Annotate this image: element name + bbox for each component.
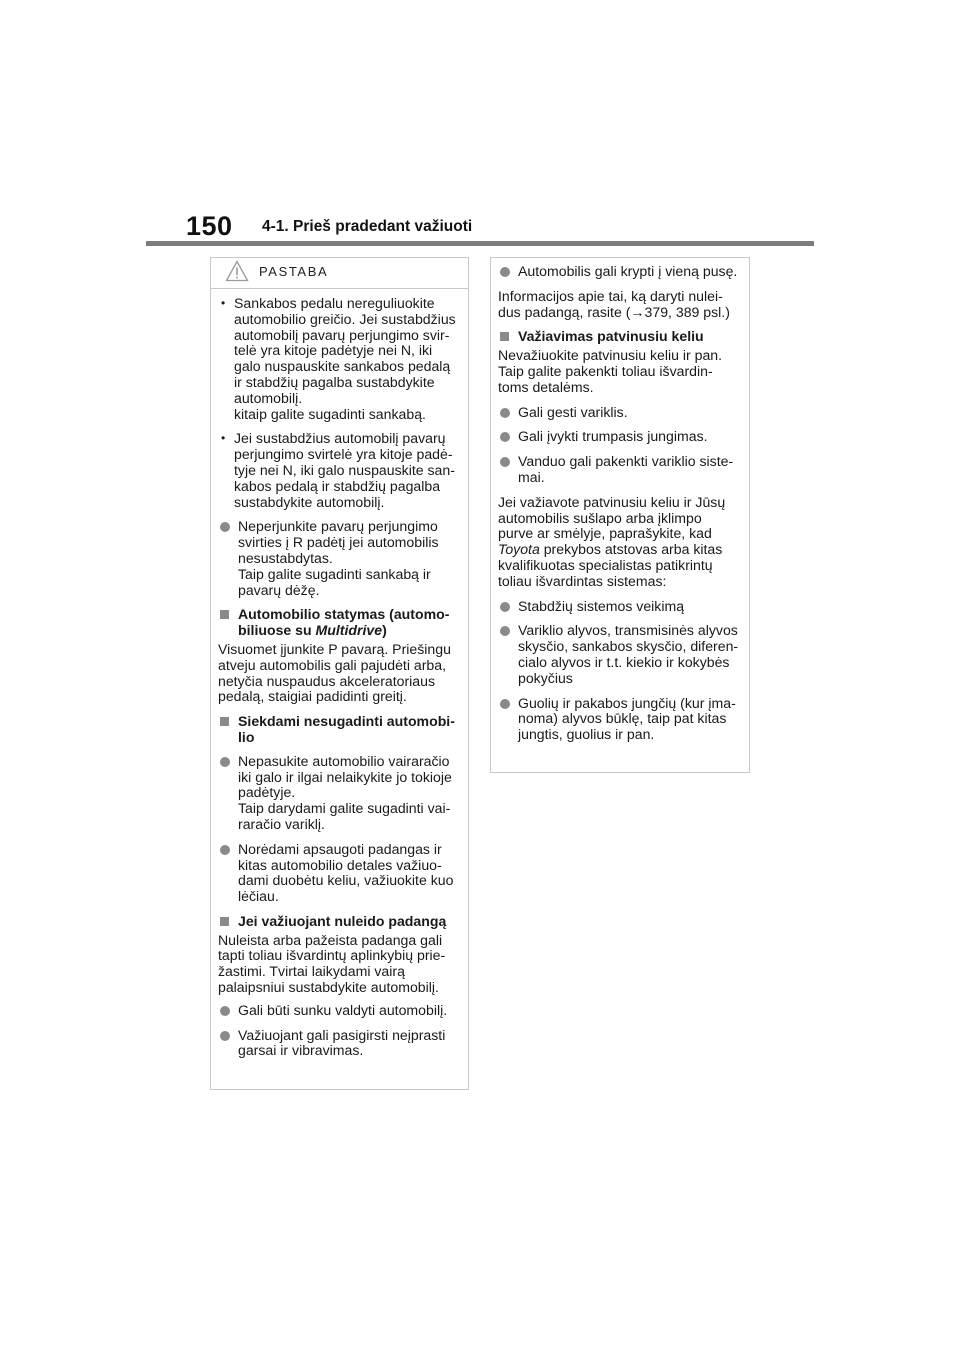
text-line: ir stabdžių pagalba sustabdykite (234, 373, 435, 390)
bullet-square (220, 717, 229, 726)
bullet-circle (500, 408, 510, 418)
bullet-circle (220, 845, 230, 855)
bullet-dot: • (221, 431, 226, 446)
notice-body-left (211, 289, 468, 1059)
text-line: mai. (518, 468, 545, 485)
list-item (218, 519, 463, 598)
text-run: dus padangą, rasite ( (498, 303, 631, 320)
text-line: Taip darydami galite sugadinti vai- (238, 800, 451, 817)
notice-body-right (491, 258, 749, 743)
paragraph (498, 495, 744, 590)
bullet-circle (500, 457, 510, 467)
list-item (498, 429, 744, 445)
text-line: Norėdami apsaugoti padangas ir (238, 840, 442, 857)
paragraph (498, 289, 744, 321)
page-reference: 379, 389 psl.) (644, 303, 730, 320)
text-line: atveju automobilis gali pajudėti arba, (218, 656, 446, 673)
list-item (218, 1028, 463, 1060)
bullet-dot: • (221, 296, 226, 310)
text-line: toliau išvardintas sistemas: (498, 572, 667, 589)
text-line: lio (238, 728, 255, 745)
paragraph (218, 642, 463, 705)
section-title: 4-1. Prieš pradedant važiuoti (262, 218, 473, 235)
bullet-circle (220, 1031, 230, 1041)
text-line: kitas automobilio detales važiuo- (238, 856, 442, 873)
text-line: Automobilio statymas (automo- (238, 606, 450, 623)
text-line: Taip galite sugadinti sankabą ir (238, 565, 431, 582)
text-run: biliuose su (238, 622, 316, 639)
text-line: tyje nei N, iki galo nuspauskite san- (234, 461, 455, 478)
arrow-icon: → (630, 303, 645, 320)
bullet-circle (500, 699, 510, 709)
list-item (498, 696, 744, 743)
text-line: svirties į R padėtį jei automobilis (238, 534, 439, 551)
list-item (498, 599, 744, 615)
subheading (218, 914, 463, 930)
text-line: nesustabdytas. (238, 549, 333, 566)
text-line: kitaip galite sugadinti sankabą. (234, 405, 426, 422)
text-line: Jei sustabdžius automobilį pavarų (234, 430, 446, 447)
list-item (218, 842, 463, 905)
text-line: noma) alyvos būklę, taip pat kitas (518, 710, 727, 727)
text-line: kabos pedalą ir stabdžių pagalba (234, 477, 441, 494)
text-line: raračio variklį. (238, 815, 325, 832)
text-line: purve ar smėlyje, paprašykite, kad (498, 525, 712, 542)
paragraph (218, 933, 463, 996)
text-line: Nuleista arba pažeista padanga gali (218, 931, 443, 948)
bullet-square (220, 917, 229, 926)
text-run: ) (382, 622, 387, 639)
text-line: Jei važiavote patvinusiu keliu ir Jūsų (498, 493, 726, 510)
text-line: skysčio, sankabos skysčio, diferen- (518, 638, 739, 655)
text-line: tapti toliau išvardintų aplinkybių prie- (218, 947, 446, 964)
page-header (0, 0, 960, 250)
text-run: prekybos atstovas arba kitas (539, 541, 723, 558)
bullet-circle (500, 626, 510, 636)
bullet-circle (220, 522, 230, 532)
notice-header (211, 258, 468, 289)
list-item (498, 405, 744, 421)
text-line: sustabdykite automobilį. (234, 493, 385, 510)
warning-triangle-icon (225, 260, 249, 282)
text-line: toms detalėms. (498, 378, 594, 395)
text-line: pedalą, staigiai padidinti greitį. (218, 688, 407, 705)
notice-label: PASTABA (259, 264, 329, 279)
text-line: kvalifikuotas specialistas patikrintų (498, 556, 713, 573)
text-line: Variklio alyvos, transmisinės alyvos (518, 622, 738, 639)
text-line: Jei važiuojant nuleido padangą (238, 912, 447, 929)
text-line: automobilį. (234, 389, 303, 406)
bullet-circle (220, 757, 230, 767)
notice-box-left (210, 257, 469, 1090)
text-line: galo nuspauskite sankabos pedalą (234, 358, 451, 375)
header-rule (146, 241, 814, 246)
list-item (218, 431, 463, 510)
text-line: pavarų dėžę. (238, 581, 320, 598)
text-line: Gali įvykti trumpasis jungimas. (518, 428, 708, 445)
text-line: Siekdami nesugadinti automobi- (238, 713, 455, 730)
text-line: Automobilis gali krypti į vieną pusę. (518, 263, 738, 279)
text-line: žastimi. Tvirtai laikydami vairą (218, 963, 405, 980)
text-line: automobilį pavarų perjungimo svir- (234, 326, 450, 343)
bullet-square (220, 610, 229, 619)
list-item (218, 754, 463, 833)
bullet-circle (500, 432, 510, 442)
text-line: palaipsniui sustabdykite automobilį. (218, 979, 439, 996)
page-number: 150 (186, 211, 233, 241)
list-item (498, 623, 744, 686)
list-item (498, 454, 744, 486)
text-line: Sankabos pedalu nereguliuokite (234, 295, 435, 311)
subheading (218, 714, 463, 746)
text-line: Vanduo gali pakenkti variklio siste- (518, 453, 734, 470)
brand-name: Toyota (498, 541, 540, 558)
bullet-square (500, 332, 509, 341)
bullet-circle (220, 1006, 230, 1016)
text-line: Taip galite pakenkti toliau išvardin- (498, 362, 713, 379)
text-line: pokyčius (518, 669, 573, 686)
text-line: Neperjunkite pavarų perjungimo (238, 518, 438, 535)
text-line: perjungimo svirtelė yra kitoje padė- (234, 446, 453, 463)
text-line: Važiavimas patvinusiu keliu (518, 328, 704, 345)
text-line: automobilis sušlapo arba įklimpo (498, 509, 702, 526)
text-line: Guolių ir pakabos jungčių (kur įma- (518, 694, 736, 711)
notice-box-right (490, 257, 750, 773)
text-line: Visuomet įjunkite P pavarą. Priešingu (218, 640, 451, 657)
list-item (218, 296, 463, 422)
text-line: jungtis, guolius ir pan. (518, 726, 655, 743)
bullet-circle (500, 602, 510, 612)
text-line: automobilio greičio. Jei sustabdžius (234, 310, 456, 327)
text-line: Važiuojant gali pasigirsti neįprasti (238, 1026, 446, 1043)
paragraph (498, 348, 744, 395)
subheading (498, 329, 744, 345)
brand-term: Multidrive (315, 622, 383, 639)
text-line: cialo alyvos ir t.t. kiekio ir kokybės (518, 653, 730, 670)
text-line: iki galo ir ilgai nelaikykite jo tokioje (238, 768, 452, 785)
text-line: lėčiau. (238, 888, 279, 905)
list-item (218, 1003, 463, 1019)
text-line: garsai ir vibravimas. (238, 1042, 364, 1059)
text-line: Informacijos apie tai, ką daryti nulei- (498, 287, 723, 304)
text-line: netyčia nuspaudus akceleratoriaus (218, 672, 436, 689)
list-item (498, 264, 744, 280)
text-line: telė yra kitoje padėtyje nei N, iki (234, 342, 433, 359)
text-line: Stabdžių sistemos veikimą (518, 597, 685, 614)
text-line: Nevažiuokite patvinusiu keliu ir pan. (498, 347, 723, 364)
bullet-circle (500, 267, 510, 277)
text-line: Gali būti sunku valdyti automobilį. (238, 1001, 448, 1018)
text-line: Nepasukite automobilio vairaračio (238, 752, 450, 769)
text-line: padėtyje. (238, 784, 296, 801)
text-line: Gali gesti variklis. (518, 403, 628, 420)
text-line: dami duobėtu keliu, važiuokite kuo (238, 872, 454, 889)
subheading (218, 607, 463, 639)
